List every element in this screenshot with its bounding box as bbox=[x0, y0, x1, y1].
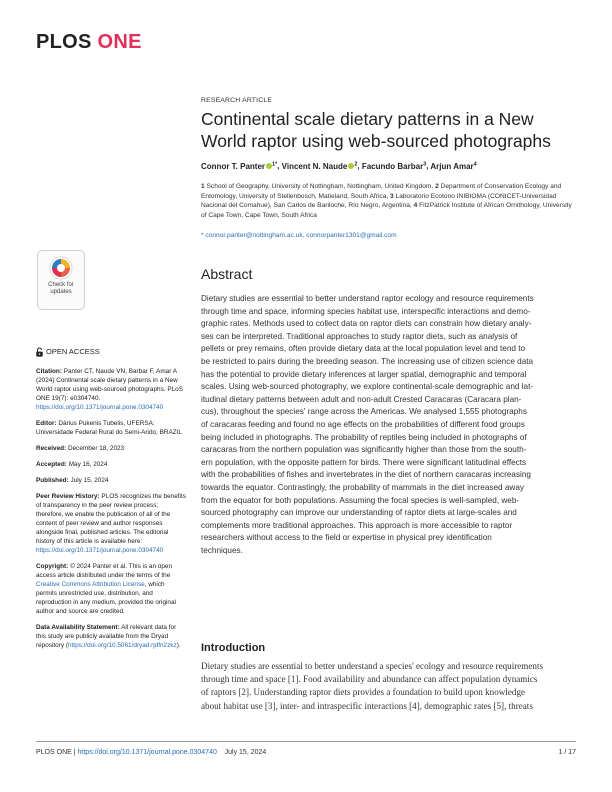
received bbox=[36, 444, 186, 453]
check-for-updates-icon bbox=[49, 256, 73, 280]
journal-logo bbox=[36, 31, 142, 54]
corresponding-email[interactable]: * connor.panter@nottingham.ac.uk, connorpanter1301@gmail.com bbox=[201, 232, 397, 239]
text-line: being included in photographs. The probability of reptiles being included in photographs of bbox=[201, 432, 527, 442]
text-line: techniques. bbox=[201, 545, 243, 555]
article-title: Continental scale dietary patterns in a New World raptor using web-sourced photographs bbox=[201, 109, 551, 151]
updates-label: updates bbox=[50, 289, 72, 295]
text-line: ses can be interpreted. Traditional approaches to study raptor diets, such as analysis of bbox=[201, 331, 518, 341]
citation bbox=[36, 367, 186, 412]
text-line: be restricted to pairs during the breeding season. The increasing use of citizen science data bbox=[201, 356, 534, 366]
logo-one: ONE bbox=[97, 31, 142, 53]
text-line: about habitat use [3], inter- and intraspecific interactions [4], demographic rates [5], threats bbox=[201, 700, 533, 711]
author[interactable]: Vincent N. Naude $^2$ bbox=[281, 161, 358, 171]
check-for-label: Check for bbox=[48, 282, 74, 288]
text-line: pellets or prey remains, often provide dietary data at the local population level and tend to bbox=[201, 344, 526, 354]
author[interactable]: Arjun Amar$^4$ bbox=[430, 161, 477, 171]
affiliations: 1 School of Geography, University of Nottingham, Nottingham, United Kingdom, 2 Department of Conservation Ecology and Entomology, University of Stellenbosch, Matieland, South Africa, 3 Laboratorio Ecotono INIBIOMA (CONICET-Universidad Nacional del Comahue), San Carlos de Bariloche, Río Negro, Argentina, 4 FitzPatrick Institute of African Ornithology, University of Cape Town, Cape Town, South Africa bbox=[201, 183, 572, 219]
editor bbox=[36, 419, 186, 437]
citation-label: Citation: bbox=[36, 368, 62, 375]
footer-journal: PLOS ONE bbox=[36, 749, 72, 756]
abstract-body bbox=[201, 293, 577, 557]
copyright-text-end: , which permits unrestricted use, distribution, and reproduction in any medium, provided the original author and source are credited. bbox=[36, 581, 176, 615]
peer-review-label: Peer Review History: bbox=[36, 493, 100, 500]
editor-label: Editor: bbox=[36, 420, 57, 427]
footer-divider bbox=[36, 741, 576, 742]
data-availability bbox=[36, 623, 186, 650]
affiliation: School of Geography, University of Nottingham, Nottingham, United Kingdom, bbox=[206, 183, 434, 190]
text-line: has the potential to provide dietary inferences at larger spatial, demographic and temporal bbox=[201, 369, 527, 379]
text-line: Dietary studies are essential to better understand a species' ecology and resource requirements bbox=[201, 661, 544, 671]
received-date: December 18, 2023 bbox=[67, 445, 125, 452]
check-for-updates-badge[interactable] bbox=[37, 250, 85, 310]
text-line: from the equator for both populations. Assuming the focal species is well-sampled, web- bbox=[201, 495, 520, 505]
data-availability-end: ). bbox=[176, 642, 181, 649]
accepted-label: Accepted: bbox=[36, 461, 67, 468]
introduction-heading: Introduction bbox=[201, 642, 266, 654]
page-number: 1 / 17 bbox=[558, 749, 576, 756]
peer-review-link[interactable]: https://doi.org/10.1371/journal.pone.0304740 bbox=[36, 547, 164, 554]
text-line: of raptors [2]. Understanding raptor diets provides a foundation to build upon knowledge bbox=[201, 687, 526, 698]
peer-review-history bbox=[36, 492, 186, 555]
author-list: Connor T. Panter $^{1*}$, Vincent N. Naude $^2$, Facundo Barbar$^3$, Arjun Amar$^4$ bbox=[201, 161, 477, 171]
text-line: itudinal dietary patterns between adult and non-adult Crested Caracaras (Caracara plan- bbox=[201, 394, 522, 404]
text-line: complements more traditional approaches. This approach is more accessible to raptor bbox=[201, 520, 513, 530]
published-label: Published: bbox=[36, 477, 69, 484]
text-line: Dietary studies are essential to better understand raptor ecology and resource requirements bbox=[201, 294, 534, 303]
data-availability-text: All relevant data for this study are publicly available from the Dryad repository ( bbox=[36, 624, 177, 649]
text-line: of caracaras feeding and found no age effects on the probabilities of different food groups bbox=[201, 419, 525, 429]
text-line: graphic rates. Methods used to collect data on raptor diets can constrain how dietary analy- bbox=[201, 319, 532, 329]
accepted bbox=[36, 460, 186, 469]
affiliation: FitzPatrick Institute of African Ornithology, University of Cape Town, Cape Town, South Africa bbox=[201, 202, 572, 219]
editor-text: Dárius Pukenis Tubelis, UFERSA: Universidade Federal Rural do Semi-Arido, BRAZIL bbox=[36, 420, 182, 436]
published bbox=[36, 476, 186, 485]
text-line: through time and space [1]. Food availability and abundance can affect population dynamics bbox=[201, 674, 538, 685]
copyright-text: © 2024 Panter et al. This is an open access article distributed under the terms of the bbox=[36, 563, 173, 579]
footer-doi-link[interactable]: https://doi.org/10.1371/journal.pone.0304740 bbox=[77, 749, 217, 756]
introduction-body bbox=[201, 660, 577, 713]
open-access bbox=[36, 347, 186, 357]
abstract-heading: Abstract bbox=[201, 266, 253, 282]
text-line: scales. Using web-sourced photography, we explore continental-scale demographic and lat- bbox=[201, 382, 534, 392]
author[interactable]: Facundo Barbar$^3$ bbox=[361, 161, 427, 171]
text-line: cus), throughout the species' range across the Americas. We analysed 1,555 photographs bbox=[201, 407, 527, 417]
dryad-link[interactable]: https://doi.org/10.5061/dryad.rjdfn2zkz bbox=[67, 642, 177, 649]
text-line: ern population, with the opposite pattern for birds. There were significant latitudinal effects bbox=[201, 457, 527, 467]
article-type: RESEARCH ARTICLE bbox=[201, 97, 273, 104]
text-line: researchers without access to the field or expertise in physical prey identification bbox=[201, 533, 492, 543]
text-line: through time and space, informing species habitat use, interspecific interactions and demo- bbox=[201, 306, 531, 316]
footer-date: July 15, 2024 bbox=[224, 749, 267, 756]
text-line: with the probabilities of fishes and invertebrates in the diet of northern caracaras increasing bbox=[201, 470, 531, 480]
copyright-label: Copyright: bbox=[36, 563, 69, 570]
open-access-label: OPEN ACCESS bbox=[46, 347, 100, 356]
citation-doi-link[interactable]: https://doi.org/10.1371/journal.pone.0304740 bbox=[36, 404, 164, 411]
data-availability-label: Data Availability Statement: bbox=[36, 624, 120, 631]
peer-review-text: PLOS recognizes the benefits of transparency in the peer review process; therefore, we enable the publication of all of the content of peer review and author responses alongside final, published articles. The editorial history of this article is available here: bbox=[36, 493, 186, 545]
published-date: July 15, 2024 bbox=[70, 477, 109, 484]
copyright bbox=[36, 562, 186, 616]
affiliation: Laboratorio Ecotono INIBIOMA (CONICET-Universidad Nacional del Comahue), San Carlos de Bariloche, Río Negro, Argentina, bbox=[201, 192, 557, 209]
text-line: caracaras from the northern population was significantly higher than those from the south- bbox=[201, 445, 527, 455]
accepted-date: May 16, 2024 bbox=[68, 461, 108, 468]
open-lock-icon bbox=[36, 347, 43, 357]
citation-text: Panter CT, Naude VN, Barbar F, Amar A (2024) Continental scale dietary patterns in a New World raptor using web-sourced photographs. PLoS ONE 19(7): e0304740. bbox=[36, 368, 183, 402]
received-label: Received: bbox=[36, 445, 67, 452]
text-line: sourced photography can improve our understanding of raptor diets at large-scales and bbox=[201, 508, 517, 518]
logo-plos: PLOS bbox=[36, 31, 92, 53]
affiliation: Department of Conservation Ecology and Entomology, University of Stellenbosch, Matieland, South Africa, bbox=[201, 183, 562, 200]
text-line: towards the equator. Contrastingly, the probability of mammals in the diet increased away bbox=[201, 482, 524, 492]
author[interactable]: Connor T. Panter $^{1*}$ bbox=[201, 161, 278, 171]
sidebar bbox=[36, 250, 186, 650]
license-link[interactable]: Creative Commons Attribution License bbox=[36, 581, 145, 588]
page-footer: PLOS ONE | https://doi.org/10.1371/journal.pone.0304740 July 15, 2024 1 / 17 bbox=[36, 749, 576, 756]
